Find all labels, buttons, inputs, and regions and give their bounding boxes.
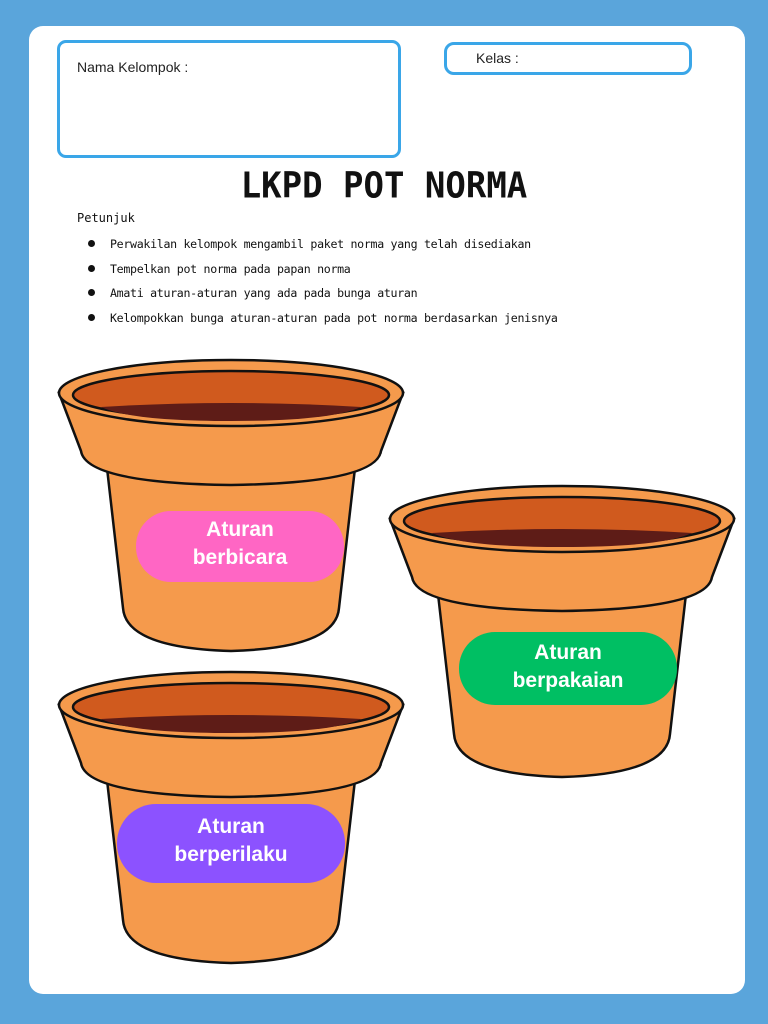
pot-label-line2: berpakaian: [512, 669, 624, 692]
pot-label-line1: Aturan: [534, 641, 602, 664]
instruction-text: Tempelkan pot norma pada papan norma: [110, 261, 351, 276]
page-title: LKPD POT NORMA: [240, 165, 528, 207]
instruction-text: Amati aturan-aturan yang ada pada bunga aturan: [110, 286, 418, 301]
group-name-label: Nama Kelompok :: [77, 59, 189, 75]
pot-label-line1: Aturan: [206, 518, 274, 541]
class-label: Kelas :: [476, 50, 519, 66]
pot-berpakaian: [390, 486, 734, 777]
instruction-text: Perwakilan kelompok mengambil paket norma yang telah disediakan: [110, 237, 531, 251]
pot-label-line2: berbicara: [192, 546, 288, 569]
pot-label-line2: berperilaku: [174, 843, 288, 866]
pot-berbicara: [59, 360, 403, 651]
instructions-heading: Petunjuk: [77, 211, 135, 225]
pot-berperilaku: [59, 672, 403, 963]
instruction-text: Kelompokkan bunga aturan-aturan pada pot norma berdasarkan jenisnya: [110, 311, 558, 326]
pot-label-line1: Aturan: [197, 815, 265, 838]
